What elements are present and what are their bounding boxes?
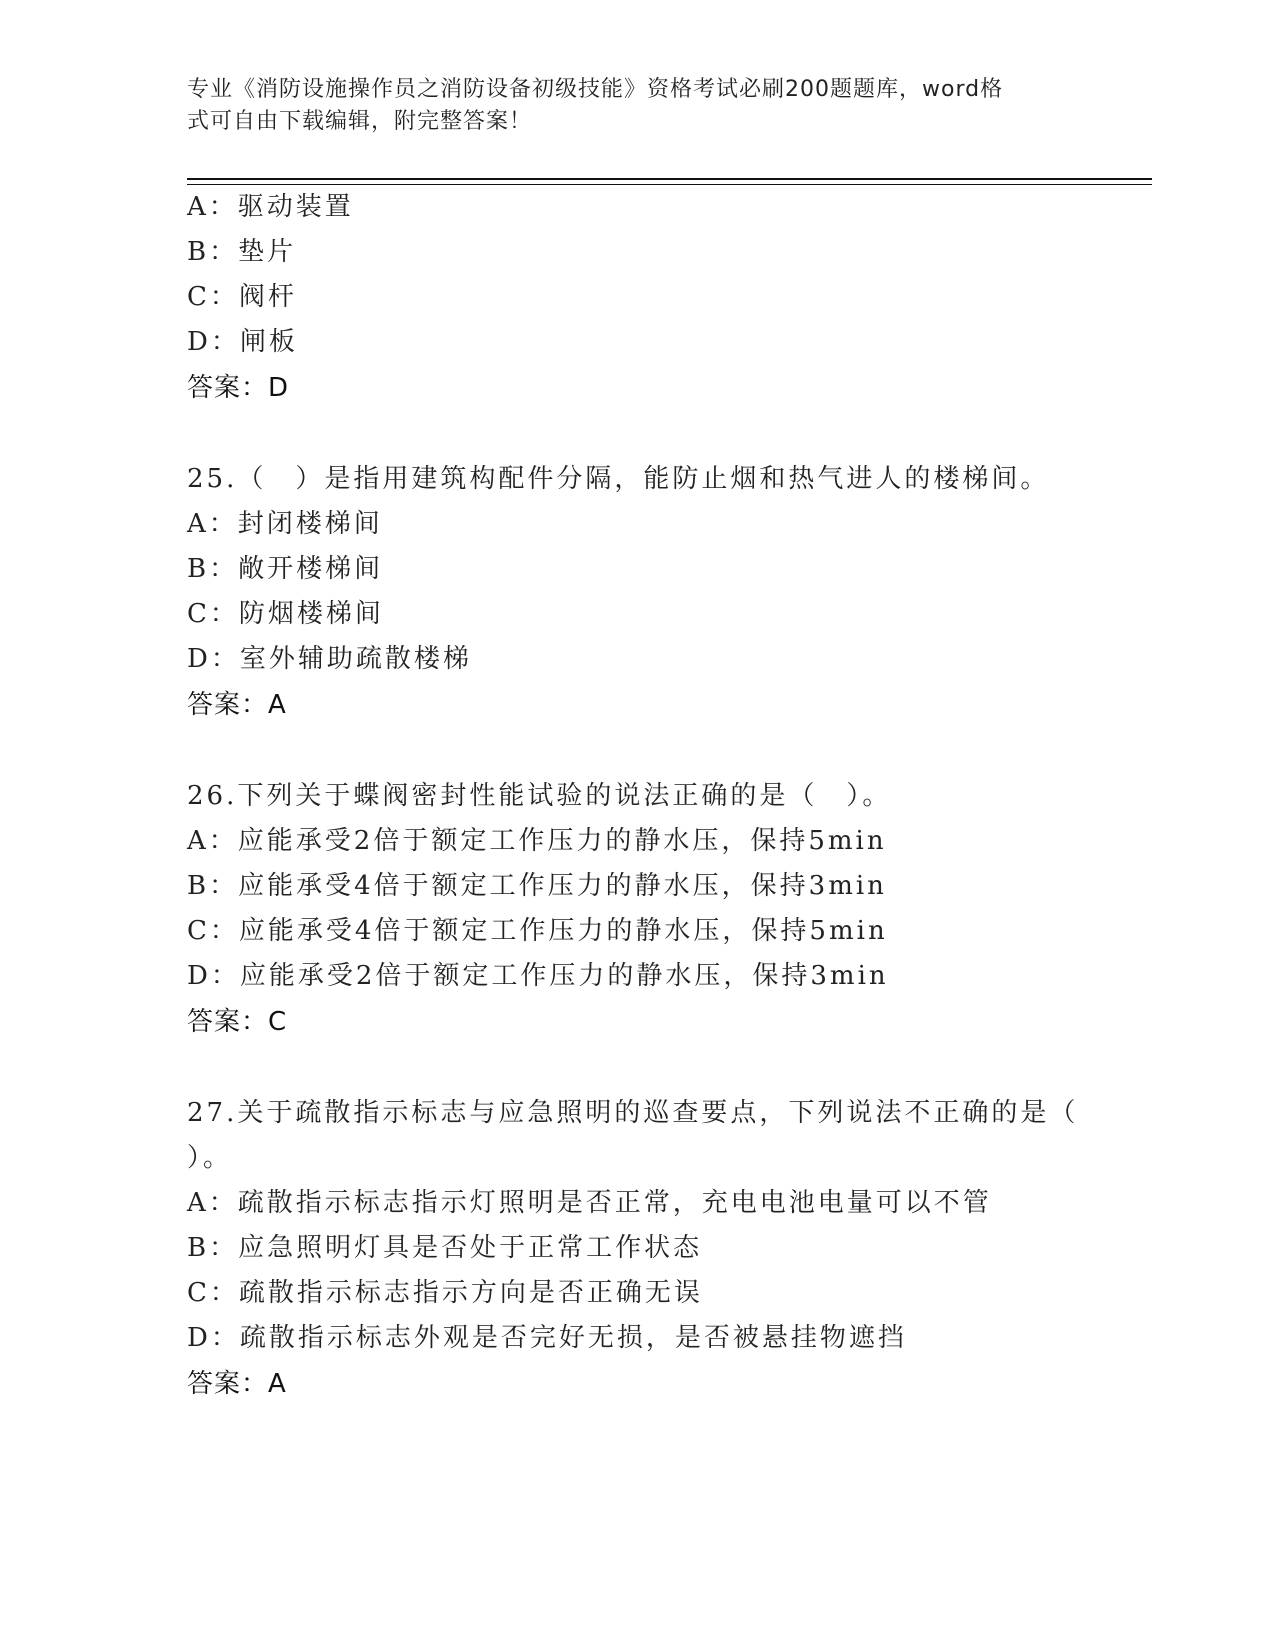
q25-stem: 25.（ ）是指用建筑构配件分隔，能防止烟和热气进人的楼梯间。 [187, 464, 1050, 494]
header-divider-thin [187, 184, 1152, 185]
q26-option-c: C：应能承受4倍于额定工作压力的静水压，保持5min [187, 916, 888, 946]
q27-option-d: D：疏散指示标志外观是否完好无损，是否被悬挂物遮挡 [187, 1323, 907, 1353]
q26-option-d: D：应能承受2倍于额定工作压力的静水压，保持3min [187, 961, 889, 991]
q26-option-a: A：应能承受2倍于额定工作压力的静水压，保持5min [187, 826, 887, 856]
q24-option-a: A：驱动装置 [187, 192, 354, 222]
document-header [187, 74, 1067, 138]
q27-answer: 答案：A [187, 1369, 287, 1399]
q24-option-d: D：闸板 [187, 327, 298, 357]
q27-option-a: A：疏散指示标志指示灯照明是否正常，充电电池电量可以不管 [187, 1188, 992, 1218]
q26-answer: 答案：C [187, 1007, 288, 1037]
q27-stem-line-1: 27.关于疏散指示标志与应急照明的巡查要点，下列说法不正确的是（ [187, 1098, 1079, 1128]
header-divider-thick [187, 178, 1152, 180]
q24-answer: 答案：D [187, 373, 290, 403]
q27-stem-line-2: ）。 [187, 1143, 233, 1173]
q25-option-b: B：敞开楼梯间 [187, 554, 384, 584]
q24-option-b: B：垫片 [187, 237, 297, 267]
q27-option-c: C：疏散指示标志指示方向是否正确无误 [187, 1278, 703, 1308]
q25-option-a: A：封闭楼梯间 [187, 509, 383, 539]
q24-option-c: C：阀杆 [187, 282, 297, 312]
q25-option-d: D：室外辅助疏散楼梯 [187, 644, 472, 674]
q26-option-b: B：应能承受4倍于额定工作压力的静水压，保持3min [187, 871, 887, 901]
header-line-2: 式可自由下载编辑，附完整答案！ [187, 109, 533, 134]
q26-stem: 26.下列关于蝶阀密封性能试验的说法正确的是（ ）。 [187, 781, 892, 811]
q25-option-c: C：防烟楼梯间 [187, 599, 384, 629]
header-line-1: 专业《消防设施操作员之消防设备初级技能》资格考试必刷200题题库，word格 [187, 77, 1004, 102]
q25-answer: 答案：A [187, 690, 287, 720]
q27-option-b: B：应急照明灯具是否处于正常工作状态 [187, 1233, 703, 1263]
